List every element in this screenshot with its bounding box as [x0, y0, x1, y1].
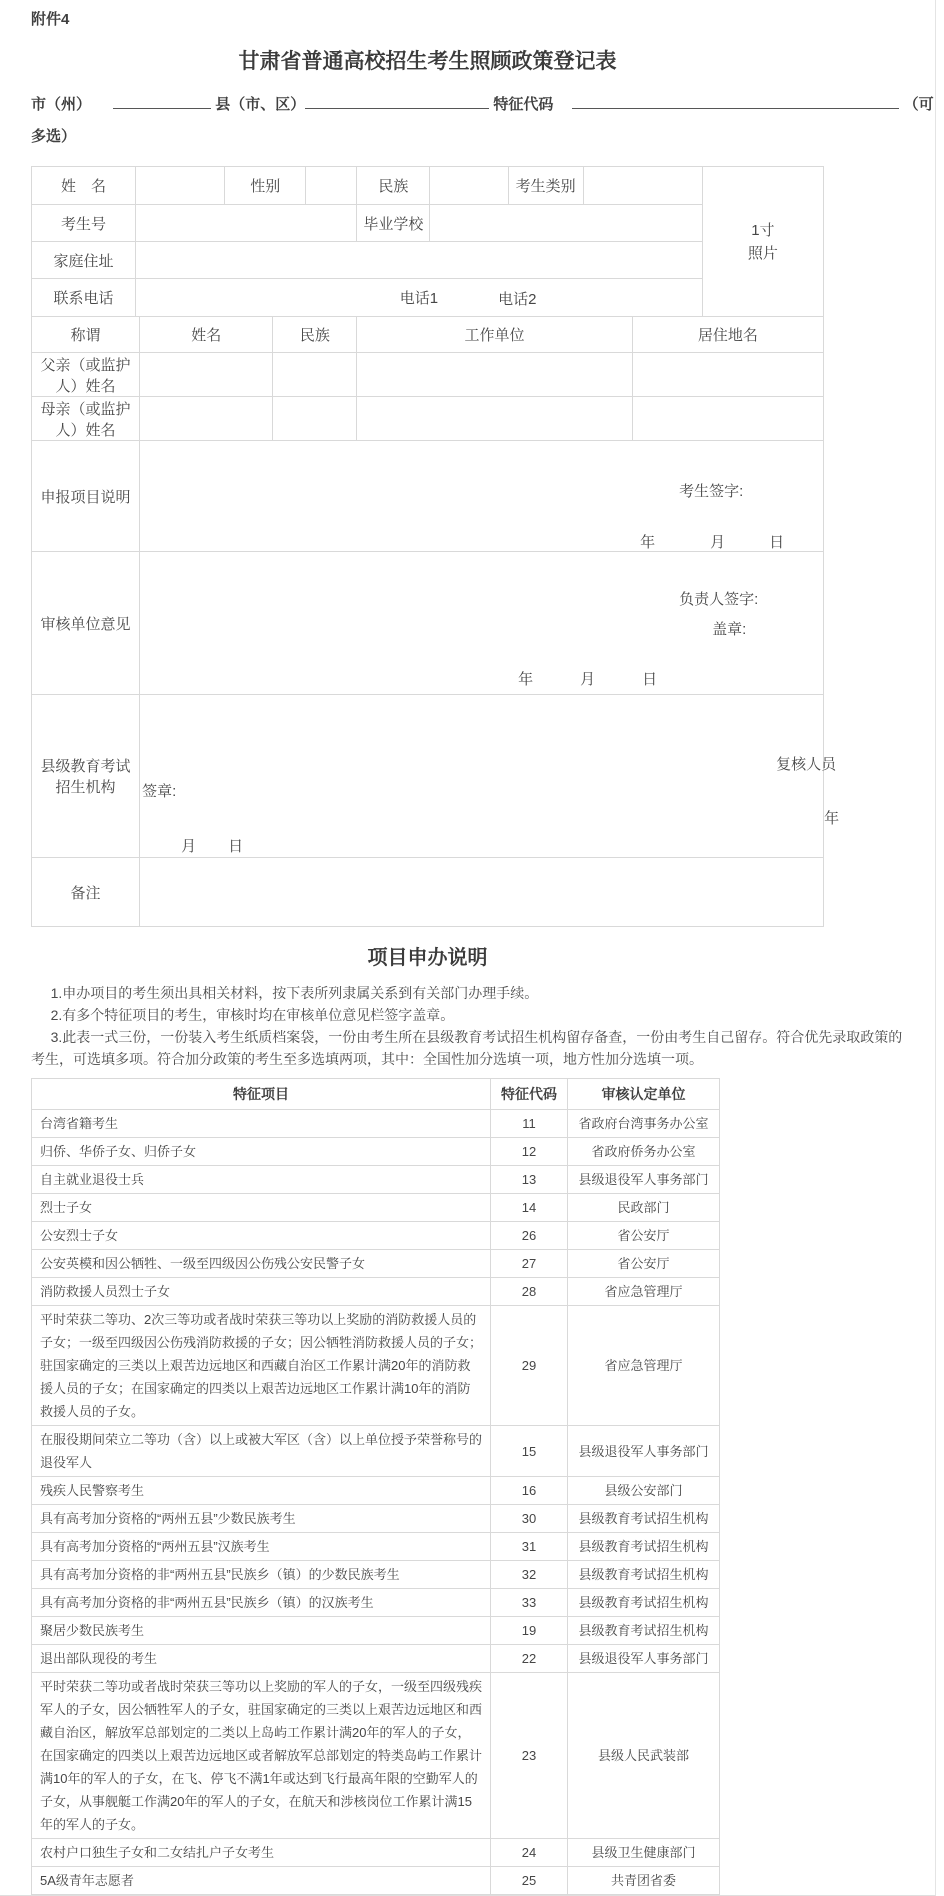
- feature-item-cell: 公安烈士子女: [32, 1222, 491, 1250]
- instruction-item: 1.申办项目的考生须出具相关材料，按下表所列隶属关系到有关部门办理手续。: [50, 985, 539, 1001]
- review-unit-cell: 省公安厅: [568, 1222, 720, 1250]
- candidate-type-value-cell: [583, 167, 702, 205]
- table-row: [32, 1138, 720, 1166]
- mother-workunit-cell: [357, 397, 632, 441]
- feature-item-cell: 聚居少数民族考生: [32, 1617, 491, 1645]
- feature-item-cell: 5A级青年志愿者: [32, 1867, 491, 1895]
- review-unit-cell: 县级退役军人事务部门: [568, 1645, 720, 1673]
- table-row: [32, 1477, 720, 1505]
- photo-size-label: 1寸: [751, 221, 775, 239]
- declare-month-label: 月: [710, 534, 726, 551]
- feature-code-cell: 27: [491, 1250, 568, 1278]
- candidate-sign-label: 考生签字:: [679, 483, 744, 500]
- review-unit-cell: 省政府侨务办公室: [568, 1138, 720, 1166]
- feature-code-cell: 31: [491, 1533, 568, 1561]
- feature-item-cell: 农村户口独生子女和二女结扎户子女考生: [32, 1839, 491, 1867]
- feature-item-cell: 平时荣获二等功或者战时荣获三等功以上奖励的军人的子女，一级至四级残疾军人的子女，因公牺牲军人的子女，驻国家确定的三类以上艰苦边远地区和西藏自治区，解放军总部划定的二类以上岛屿工作累计满20年的军人的子女，在国家确定的四类以上艰苦边远地区或者解放军总部划定的特类岛屿工作累计满10年的军人的子女，在飞、停飞不满1年或达到飞行最高年限的空勤军人的子女，从事舰艇工作满20年的军人的子女，在航天和涉核岗位工作累计满15年的军人的子女。: [32, 1673, 491, 1839]
- feature-item-cell: 残疾人民警察考生: [32, 1477, 491, 1505]
- city-blank-line: [113, 96, 211, 109]
- feature-item-cell: 具有高考加分资格的非“两州五县”民族乡（镇）的汉族考生: [32, 1589, 491, 1617]
- county-seal-label: 签章:: [142, 783, 177, 800]
- table-row: [32, 1617, 720, 1645]
- feature-code-cell: 28: [491, 1278, 568, 1306]
- feature-code-cell: 16: [491, 1477, 568, 1505]
- feature-code-cell: 24: [491, 1839, 568, 1867]
- table-row: [32, 1222, 720, 1250]
- graduate-school-label: 毕业学校: [357, 205, 430, 242]
- review-unit-cell: 县级退役军人事务部门: [568, 1426, 720, 1477]
- reviewer-label: 复核人员: [776, 756, 837, 773]
- feature-item-cell: 具有高考加分资格的非“两州五县”民族乡（镇）的少数民族考生: [32, 1561, 491, 1589]
- table-row: [32, 1561, 720, 1589]
- instructions-block: [31, 982, 913, 1070]
- feature-code-cell: 15: [491, 1426, 568, 1477]
- feature-item-cell: 公安英模和因公牺牲、一级至四级因公伤残公安民警子女: [32, 1250, 491, 1278]
- review-label: 审核单位意见: [32, 552, 140, 695]
- home-address-value-cell: [136, 242, 703, 279]
- review-unit-cell: 县级卫生健康部门: [568, 1839, 720, 1867]
- contact-label: 联系电话: [32, 279, 136, 317]
- feature-item-cell: 自主就业退役士兵: [32, 1166, 491, 1194]
- feature-item-cell: 具有高考加分资格的“两州五县”少数民族考生: [32, 1505, 491, 1533]
- ethnicity-label: 民族: [357, 167, 430, 205]
- table-row: [32, 1426, 720, 1477]
- mother-ethnicity-cell: [273, 397, 357, 441]
- feature-code-cell: 29: [491, 1306, 568, 1426]
- table-row: [32, 1645, 720, 1673]
- multi-select-note: （可多选）: [31, 96, 934, 145]
- feature-code-cell: 33: [491, 1589, 568, 1617]
- feature-code-cell: 22: [491, 1645, 568, 1673]
- father-residence-cell: [632, 353, 823, 397]
- relation-title-header: 称谓: [32, 317, 140, 353]
- feature-item-cell: 平时荣获二等功、2次三等功或者战时荣获三等功以上奖励的消防救援人员的子女；一级至四级因公伤残消防救援的子女；因公牺牲消防救援人员的子女；驻国家确定的三类以上艰苦边远地区和西藏自治区工作累计满20年的消防救援人员的子女；在国家确定的四类以上艰苦边远地区工作累计满10年的消防救援人员的子女。: [32, 1306, 491, 1426]
- feature-code-header: 特征代码: [491, 1079, 568, 1110]
- phone1-label: 电话1: [399, 290, 439, 307]
- review-unit-cell: 县级教育考试招生机构: [568, 1505, 720, 1533]
- guardian-signature-table: [31, 316, 840, 927]
- table-row: [32, 1278, 720, 1306]
- review-unit-cell: 县级人民武装部: [568, 1673, 720, 1839]
- instruction-item: 3.此表一式三份，一份装入考生纸质档案袋，一份由考生所在县级教育考试招生机构留存备查，一份由考生自己留存。符合优先录取政策的考生，可选填多项。符合加分政策的考生至多选填两项，其中：全国性加分选填一项，地方性加分选填一项。: [31, 1029, 903, 1067]
- ethnicity-value-cell: [430, 167, 508, 205]
- candidate-info-table: [31, 166, 824, 317]
- county-content-cell: [140, 695, 840, 858]
- home-address-label: 家庭住址: [32, 242, 136, 279]
- attachment-label: 附件4: [31, 11, 70, 28]
- review-unit-cell: 省应急管理厅: [568, 1306, 720, 1426]
- review-unit-cell: 省政府台湾事务办公室: [568, 1110, 720, 1138]
- feature-code-cell: 11: [491, 1110, 568, 1138]
- feature-code-cell: 14: [491, 1194, 568, 1222]
- feature-code-cell: 25: [491, 1867, 568, 1895]
- review-year-label: 年: [518, 671, 534, 688]
- county-label: 县（市、区）: [215, 96, 306, 113]
- feature-code-cell: 13: [491, 1166, 568, 1194]
- feature-code-cell: 19: [491, 1617, 568, 1645]
- mother-name-cell: [140, 397, 273, 441]
- county-blank-line: [305, 96, 489, 109]
- gender-label: 性别: [225, 167, 306, 205]
- table-row: [32, 1250, 720, 1278]
- candidate-no-label: 考生号: [32, 205, 136, 242]
- region-code-line: [31, 89, 943, 153]
- mother-label: 母亲（或监护人）姓名: [32, 397, 140, 441]
- table-row: [32, 1505, 720, 1533]
- county-authority-label: 县级教育考试招生机构: [32, 695, 140, 858]
- candidate-no-value-cell: [136, 205, 357, 242]
- remark-content-cell: [140, 858, 824, 927]
- feature-item-header: 特征项目: [32, 1079, 491, 1110]
- review-unit-cell: 省公安厅: [568, 1250, 720, 1278]
- review-month-label: 月: [580, 671, 596, 688]
- review-unit-cell: 省应急管理厅: [568, 1278, 720, 1306]
- feature-code-cell: 23: [491, 1673, 568, 1839]
- review-unit-header: 审核认定单位: [568, 1079, 720, 1110]
- gender-value-cell: [306, 167, 357, 205]
- name-label: 姓 名: [32, 167, 136, 205]
- declare-label: 申报项目说明: [32, 441, 140, 552]
- review-unit-cell: 县级公安部门: [568, 1477, 720, 1505]
- policy-table-header-row: [32, 1079, 720, 1110]
- review-unit-cell: 县级教育考试招生机构: [568, 1589, 720, 1617]
- mother-residence-cell: [632, 397, 823, 441]
- phone-value-cell: [136, 279, 703, 317]
- table-row: [32, 1110, 720, 1138]
- feature-code-cell: 30: [491, 1505, 568, 1533]
- feature-item-cell: 消防救援人员烈士子女: [32, 1278, 491, 1306]
- feature-item-cell: 退出部队现役的考生: [32, 1645, 491, 1673]
- leader-sign-label: 负责人签字:: [679, 591, 759, 608]
- feature-code-blank-line: [572, 96, 899, 109]
- review-unit-cell: 县级教育考试招生机构: [568, 1561, 720, 1589]
- father-name-cell: [140, 353, 273, 397]
- table-row: [32, 1166, 720, 1194]
- relation-name-header: 姓名: [140, 317, 273, 353]
- feature-item-cell: 具有高考加分资格的“两州五县”汉族考生: [32, 1533, 491, 1561]
- review-unit-cell: 共青团省委: [568, 1867, 720, 1895]
- candidate-type-label: 考生类别: [508, 167, 583, 205]
- review-unit-cell: 县级退役军人事务部门: [568, 1166, 720, 1194]
- relation-workunit-header: 工作单位: [357, 317, 632, 353]
- table-row: [32, 1589, 720, 1617]
- father-label: 父亲（或监护人）姓名: [32, 353, 140, 397]
- table-row: [32, 1839, 720, 1867]
- county-month-label: 月: [181, 838, 197, 855]
- table-row: [32, 1194, 720, 1222]
- declare-year-label: 年: [640, 534, 656, 551]
- relation-residence-header: 居住地名: [632, 317, 823, 353]
- photo-word-label: 照片: [747, 244, 778, 262]
- policy-table: [31, 1078, 720, 1895]
- page-title: 甘肃省普通高校招生考生照顾政策登记表: [238, 50, 617, 73]
- section-heading: 项目申办说明: [367, 947, 488, 969]
- feature-item-cell: 在服役期间荣立二等功（含）以上或被大军区（含）以上单位授予荣誉称号的退役军人: [32, 1426, 491, 1477]
- feature-code-label: 特征代码: [493, 96, 554, 113]
- review-content-cell: [140, 552, 824, 695]
- feature-item-cell: 台湾省籍考生: [32, 1110, 491, 1138]
- review-unit-cell: 民政部门: [568, 1194, 720, 1222]
- review-day-label: 日: [642, 671, 658, 688]
- phone2-label: 电话2: [498, 291, 537, 308]
- county-year-label: 年: [824, 810, 840, 827]
- review-unit-cell: 县级教育考试招生机构: [568, 1617, 720, 1645]
- feature-item-cell: 烈士子女: [32, 1194, 491, 1222]
- table-row: [32, 1306, 720, 1426]
- father-ethnicity-cell: [273, 353, 357, 397]
- feature-code-cell: 32: [491, 1561, 568, 1589]
- name-value-cell: [136, 167, 225, 205]
- declare-day-label: 日: [769, 534, 785, 551]
- table-row: [32, 1673, 720, 1839]
- father-workunit-cell: [357, 353, 632, 397]
- county-day-label: 日: [228, 838, 244, 855]
- graduate-school-value-cell: [430, 205, 702, 242]
- review-unit-cell: 县级教育考试招生机构: [568, 1533, 720, 1561]
- feature-code-cell: 12: [491, 1138, 568, 1166]
- instruction-item: 2.有多个特征项目的考生，审核时均在审核单位意见栏签字盖章。: [50, 1007, 455, 1023]
- seal-label: 盖章:: [712, 621, 747, 638]
- feature-item-cell: 归侨、华侨子女、归侨子女: [32, 1138, 491, 1166]
- city-label: 市（州）: [31, 96, 92, 113]
- declare-content-cell: [140, 441, 824, 552]
- policy-table-body: [32, 1110, 720, 1895]
- remark-label: 备注: [32, 858, 140, 927]
- relation-ethnicity-header: 民族: [273, 317, 357, 353]
- table-row: [32, 1533, 720, 1561]
- photo-placeholder: [702, 167, 823, 317]
- feature-code-cell: 26: [491, 1222, 568, 1250]
- table-row: [32, 1867, 720, 1895]
